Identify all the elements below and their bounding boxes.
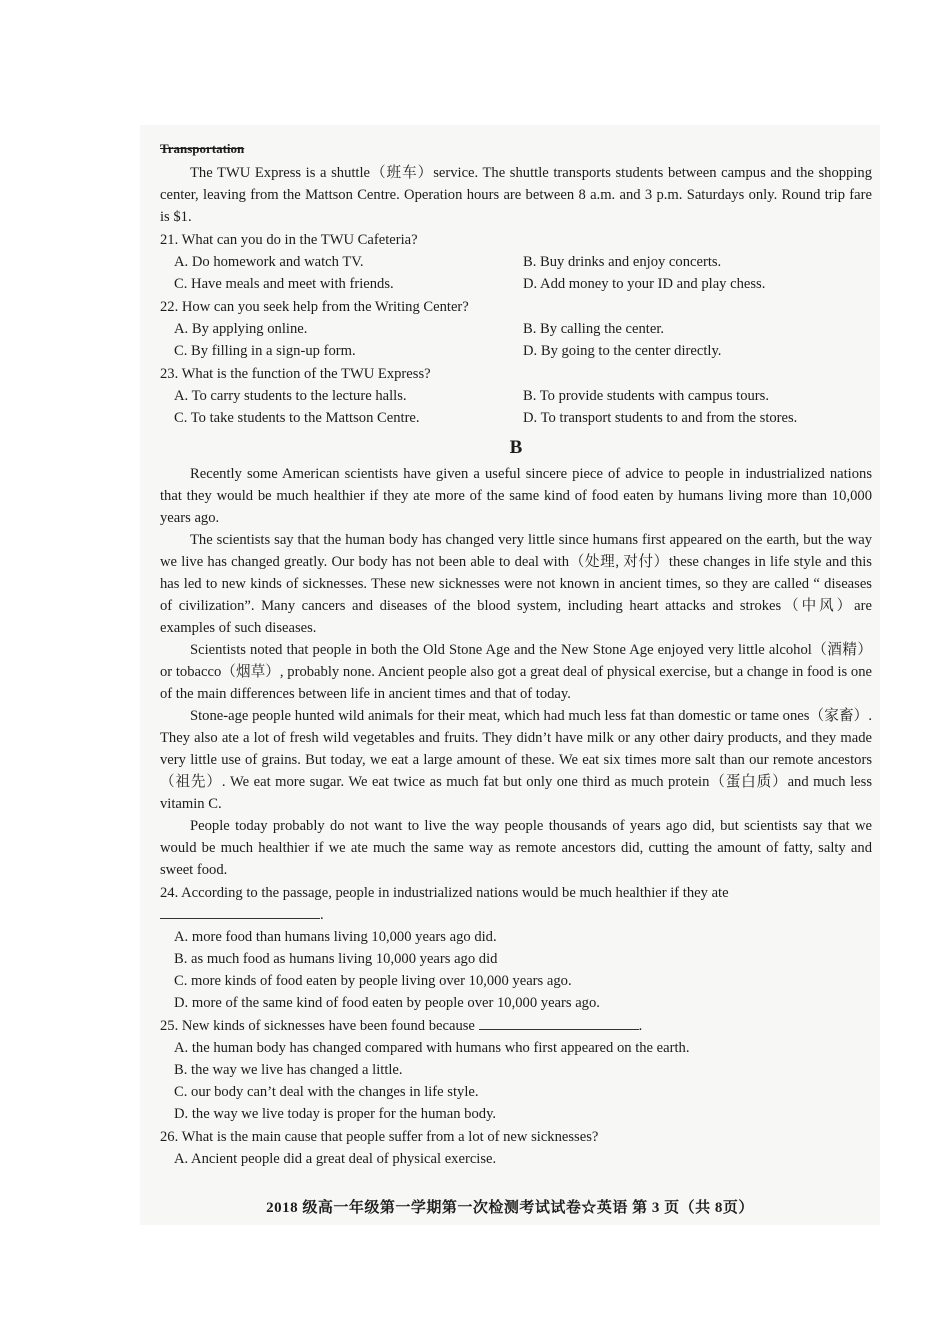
- option-b: B. the way we live has changed a little.: [174, 1062, 403, 1078]
- passage-b-paragraph-4: Stone-age people hunted wild animals for their meat, which had much less fat than domestic or tame ones（家畜）. They also ate a lot of fresh wild vegetables and fruits. They didn’t have milk or any other dairy products, and they made very little use of grains. But today, we eat a large amount of these. We eat six times more salt than our remote ancestors（祖先）. We eat more sugar. We eat twice as much fat but only one third as much protein（蛋白质）and much less vitamin C.: [160, 708, 872, 812]
- option-a: A. To carry students to the lecture halls.: [174, 388, 407, 404]
- option-c: C. To take students to the Mattson Centre.: [174, 410, 420, 426]
- option-b: B. as much food as humans living 10,000 years ago did: [174, 951, 498, 967]
- question-23-options: [160, 385, 872, 429]
- option-d: D. To transport students to and from the stores.: [523, 410, 798, 426]
- option-d: D. Add money to your ID and play chess.: [523, 276, 766, 292]
- question-24-stem-end: .: [320, 907, 324, 923]
- passage-b-paragraph-3: Scientists noted that people in both the Old Stone Age and the New Stone Age enjoyed very little alcohol（酒精）or tobacco（烟草）, probably none. Ancient people also got a great deal of physical exercise, but a change in food is one of the main differences between life in ancient times and that of today.: [160, 642, 872, 702]
- question-21: 21. What can you do in the TWU Cafeteria?: [160, 232, 418, 248]
- option-a: A. Ancient people did a great deal of physical exercise.: [174, 1151, 497, 1167]
- exam-content: [160, 138, 872, 1170]
- question-23: 23. What is the function of the TWU Express?: [160, 366, 431, 382]
- option-c: C. more kinds of food eaten by people living over 10,000 years ago.: [174, 973, 572, 989]
- question-26-options: [160, 1148, 872, 1170]
- question-22: 22. How can you seek help from the Writing Center?: [160, 299, 469, 315]
- option-d: D. By going to the center directly.: [523, 343, 722, 359]
- option-a: A. Do homework and watch TV.: [174, 254, 364, 270]
- page-footer: 2018 级高一年级第一学期第一次检测考试试卷☆英语 第 3 页（共 8页）: [266, 1200, 754, 1216]
- answer-blank: [479, 1015, 639, 1030]
- option-b: B. Buy drinks and enjoy concerts.: [523, 254, 722, 270]
- question-22-options: [160, 318, 872, 362]
- option-d: D. more of the same kind of food eaten by people over 10,000 years ago.: [174, 995, 600, 1011]
- question-25: [160, 1015, 872, 1037]
- question-25-stem-end: .: [638, 1018, 643, 1034]
- passage-b-paragraph-1: Recently some American scientists have given a useful sincere piece of advice to people in industrialized nations that they would be much healthier if they ate more of the same kind of food eaten by humans living more than 10,000 years ago.: [160, 466, 872, 526]
- question-24-options: [160, 926, 872, 1014]
- question-25-options: [160, 1037, 872, 1125]
- option-b: B. To provide students with campus tours.: [523, 388, 769, 404]
- option-c: C. our body can’t deal with the changes in life style.: [174, 1084, 479, 1100]
- question-25-stem: 25. New kinds of sicknesses have been found because: [160, 1018, 475, 1034]
- answer-blank: [160, 904, 320, 919]
- question-26: 26. What is the main cause that people suffer from a lot of new sicknesses?: [160, 1129, 599, 1145]
- option-a: A. the human body has changed compared with humans who first appeared on the earth.: [174, 1040, 690, 1056]
- section-b-title: B: [509, 437, 523, 458]
- transportation-paragraph: The TWU Express is a shuttle（班车）service. The shuttle transports students between campus and the shopping center, leaving from the Mattson Centre. Operation hours are between 8 a.m. and 3 p.m. Saturdays only. Round trip fare is $1.: [160, 165, 872, 225]
- question-21-options: [160, 251, 872, 295]
- passage-b-paragraph-2: The scientists say that the human body has changed very little since humans first appeared on the earth, but the way we live has changed greatly. Our body has not been able to deal with（处理, 对付）these changes in life style and this has led to new kinds of sicknesses. These new sicknesses were not known in ancient times, so they are called “ diseases of civilization”. Many cancers and diseases of the blood system, including heart attacks and strokes（中风）are examples of such diseases.: [160, 532, 872, 636]
- option-a: A. By applying online.: [174, 321, 308, 337]
- option-c: C. Have meals and meet with friends.: [174, 276, 394, 292]
- question-24-stem: 24. According to the passage, people in industrialized nations would be much healthier if they ate: [160, 885, 729, 901]
- option-b: B. By calling the center.: [523, 321, 665, 337]
- option-d: D. the way we live today is proper for the human body.: [174, 1106, 497, 1122]
- option-c: C. By filling in a sign-up form.: [174, 343, 356, 359]
- question-24: [160, 882, 872, 926]
- option-a: A. more food than humans living 10,000 years ago did.: [174, 929, 497, 945]
- section-heading: Transportation: [160, 141, 245, 156]
- passage-b-paragraph-5: People today probably do not want to live the way people thousands of years ago did, but scientists say that we would be much healthier if we ate much the same way as remote ancestors did, cutting the amount of fatty, salty and sweet food.: [160, 818, 872, 878]
